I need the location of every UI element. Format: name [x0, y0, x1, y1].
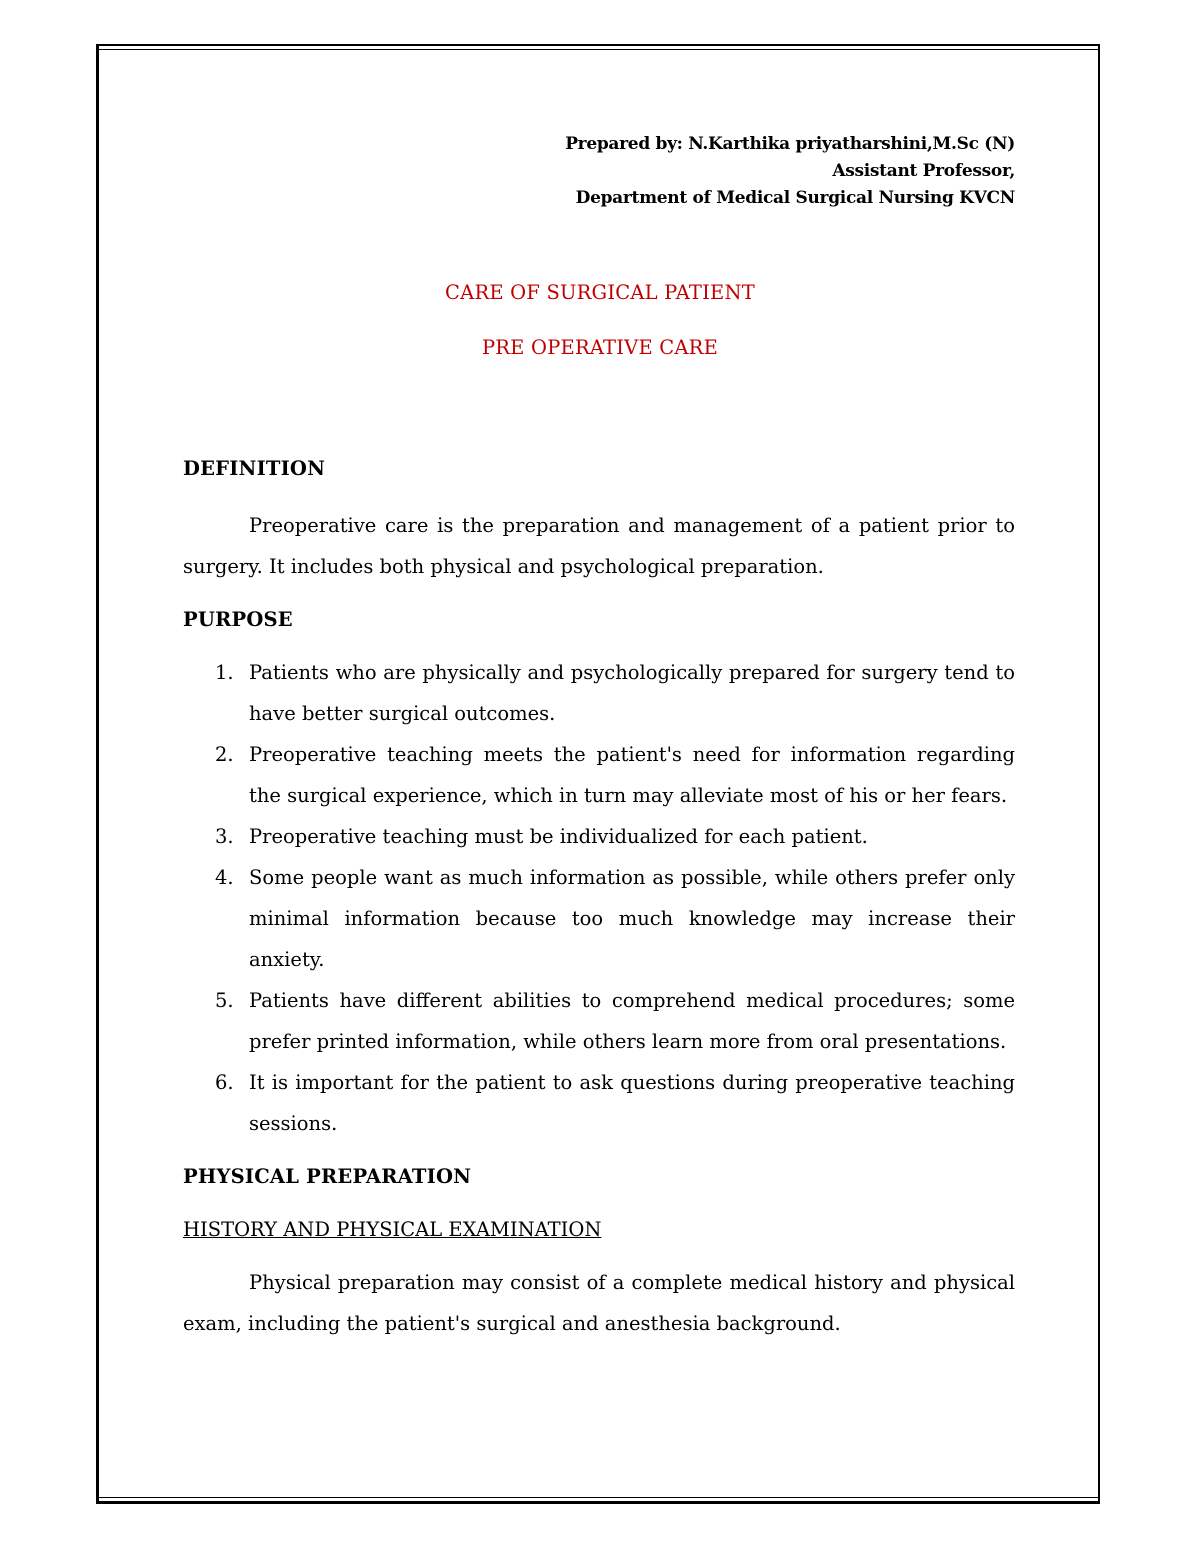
list-item-text: It is important for the patient to ask questions during preoperative teaching sessions. — [249, 1071, 1015, 1135]
document-subtitle: PRE OPERATIVE CARE — [481, 336, 719, 359]
list-item — [183, 857, 1015, 980]
physical-preparation-text: Physical preparation may consist of a complete medical history and physical exam, including the patient's surgical and anesthesia background. — [183, 1271, 1015, 1335]
author-block — [565, 131, 1015, 212]
list-item-text: Preoperative teaching must be individualized for each patient. — [249, 825, 868, 848]
definition-text: Preoperative care is the preparation and management of a patient prior to surgery. It includes both physical and psychological preparation. — [183, 514, 1015, 578]
document-title: CARE OF SURGICAL PATIENT — [445, 281, 755, 304]
list-item-text: Patients who are physically and psychologically prepared for surgery tend to have better surgical outcomes. — [249, 661, 1015, 725]
list-item-number: 3. — [215, 825, 234, 848]
list-item-number: 2. — [215, 743, 234, 766]
author-name: Prepared by: N.Karthika priyatharshini,M.Sc (N) — [565, 134, 1015, 154]
list-item — [183, 734, 1015, 816]
physical-preparation-heading: PHYSICAL PREPARATION — [183, 1165, 472, 1188]
list-item — [183, 1062, 1015, 1144]
purpose-list — [183, 652, 1015, 1144]
list-item-number: 5. — [215, 989, 234, 1012]
document-body — [183, 448, 1015, 1344]
list-item-number: 6. — [215, 1071, 234, 1094]
list-item-number: 1. — [215, 661, 234, 684]
definition-heading: DEFINITION — [183, 457, 326, 480]
purpose-heading: PURPOSE — [183, 608, 293, 631]
history-exam-subheading: HISTORY AND PHYSICAL EXAMINATION — [183, 1218, 602, 1241]
list-item — [183, 652, 1015, 734]
list-item — [183, 816, 1015, 857]
author-department: Department of Medical Surgical Nursing KVCN — [575, 188, 1015, 208]
list-item-text: Preoperative teaching meets the patient's need for information regarding the surgical experience, which in turn may alleviate most of his or her fears. — [249, 743, 1015, 807]
list-item — [183, 980, 1015, 1062]
list-item-number: 4. — [215, 866, 234, 889]
list-item-text: Patients have different abilities to comprehend medical procedures; some prefer printed information, while others learn more from oral presentations. — [249, 989, 1015, 1053]
list-item-text: Some people want as much information as possible, while others prefer only minimal information because too much knowledge may increase their anxiety. — [249, 866, 1015, 971]
author-title: Assistant Professor, — [832, 161, 1015, 181]
